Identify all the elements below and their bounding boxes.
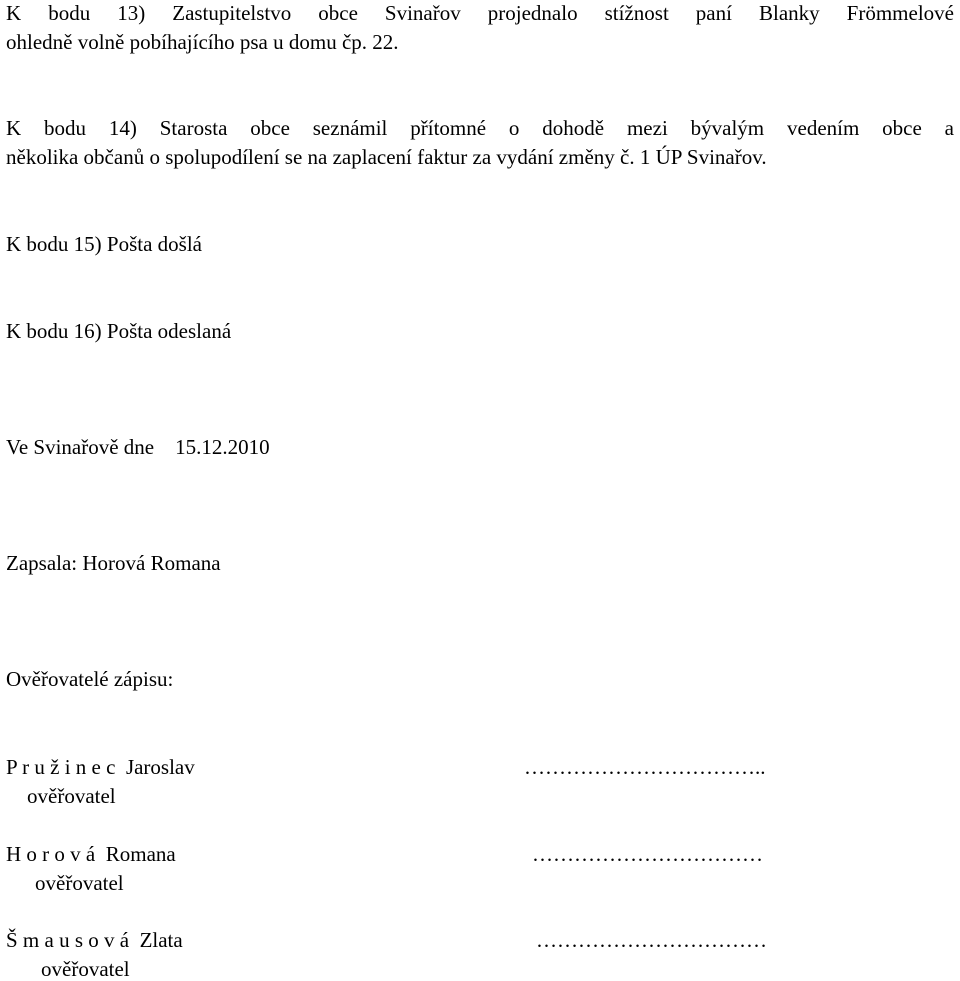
recorded-by: Zapsala: Horová Romana [6,551,221,575]
verifier-3-signature-line: …………………………… [536,928,767,952]
place-date-value: 15.12.2010 [175,435,270,459]
verifier-1-role: ověřovatel [27,784,116,808]
verifier-1-name: P r u ž i n e c Jaroslav [6,755,195,779]
verifier-2-signature-line: …………………………… [532,842,763,866]
item-14-line-1: K bodu 14) Starosta obce seznámil přítomné o dohodě mezi bývalým vedením obce a [6,116,954,140]
verifier-1-signature-line: …………………………….. [524,755,766,779]
item-15: K bodu 15) Pošta došlá [6,232,202,256]
verifier-2-name: H o r o v á Romana [6,842,176,866]
item-13-line-2: ohledně volně pobíhajícího psa u domu čp. 22. [6,30,399,54]
verifiers-heading: Ověřovatelé zápisu: [6,667,174,691]
verifier-2-role: ověřovatel [35,871,124,895]
item-16: K bodu 16) Pošta odeslaná [6,319,232,343]
place-date-label: Ve Svinařově dne [6,435,155,459]
place-date [6,437,270,458]
item-13-line-1: K bodu 13) Zastupitelstvo obce Svinařov projednalo stížnost paní Blanky Frömmelové [6,1,954,25]
item-14-line-2: několika občanů o spolupodílení se na zaplacení faktur za vydání změny č. 1 ÚP Svinařov. [6,145,767,169]
verifier-3-name: Š m a u s o v á Zlata [6,928,183,952]
verifier-3-role: ověřovatel [41,957,130,981]
